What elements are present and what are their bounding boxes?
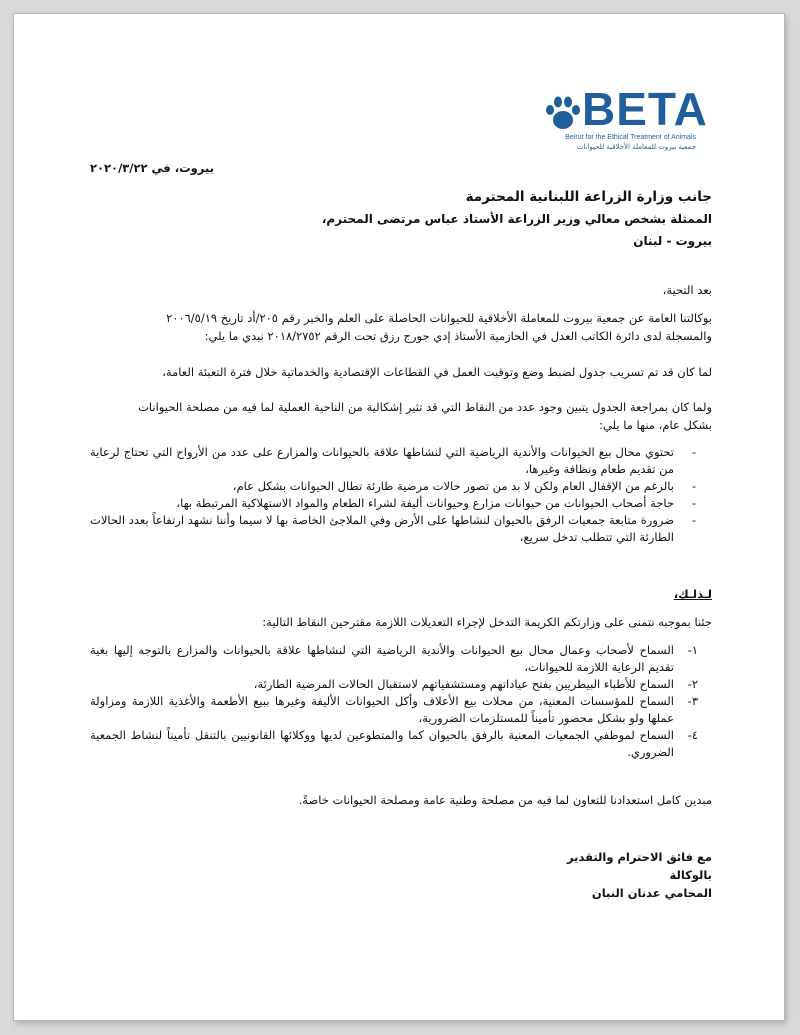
paragraph-2-line-2: بشكل عام، منها ما يلي: bbox=[599, 418, 712, 432]
list-item-number: ٢- bbox=[687, 677, 698, 691]
list-item bbox=[90, 642, 698, 676]
list-item: - ضرورة متابعة جمعيات الرفق بالحيوان لنشاطها على الأرض وفي الملاجئ الخاصة بها لا سيما وأننا نشهد ارتفاعاً بعدد الحالات الطارئة التي تتطلب تدخل سريع، bbox=[90, 512, 698, 546]
intro-line-2: والمسجلة لدى دائرة الكاتب العدل في الحازمية الأستاذ إدي جورج رزق تحت الرقم ٢٠١٨/٢٧٥٢ نبدي ما يلي: bbox=[204, 329, 712, 343]
signoff-line-2: بالوكالة bbox=[669, 868, 712, 882]
letter-body bbox=[90, 14, 712, 1020]
list-item bbox=[90, 693, 698, 727]
closing-paragraph: مبدين كامل استعدادنا للتعاون لما فيه من مصلحة وطنية عامة ومصلحة الحيوانات خاصةً. bbox=[298, 793, 712, 807]
addressee-line-3: بيروت - لبنان bbox=[633, 234, 712, 248]
list-item-number: ١- bbox=[687, 643, 698, 657]
greeting: بعد التحية، bbox=[662, 283, 712, 297]
list-item-text: السماح لموظفي الجمعيات المعنية بالرفق بالحيوان كما والمتطوعين لديها ووكلائها القانونيين بالتنقل تأميناً لنشاط الجمعية الضروري. bbox=[90, 728, 674, 759]
list-item-text: السماح لأصحاب وعمال محال بيع الحيوانات والأندية الرياضية التي لنشاطها علاقة بالحيوانات والمزارع بالتوجه إليها بغية تقديم الرعاية اللازمة للحيوانات، bbox=[90, 643, 674, 674]
signoff-line-3: المحامي عدنان النبان bbox=[591, 886, 712, 900]
letter-date: بيروت، في ٢٠٢٠/٣/٢٢ bbox=[90, 161, 214, 175]
logo-tagline-en: Beirut for the Ethical Treatment of Animals bbox=[565, 134, 696, 141]
bullet-list bbox=[90, 444, 712, 546]
signoff-line-1: مع فائق الاحترام والتقدير bbox=[566, 850, 712, 864]
addressee-line-2: الممثلة بشخص معالي وزير الزراعة الأستاذ عباس مرتضى المحترم، bbox=[321, 212, 712, 226]
list-item: - حاجة أصحاب الحيوانات من حيوانات مزارع وحيوانات أليفة لشراء الطعام والمواد الاستهلاكية المرتبطة بها، bbox=[90, 495, 698, 512]
list-item-number: ٣- bbox=[687, 694, 698, 708]
request-paragraph: جئنا بموجبه نتمنى على وزارتكم الكريمة التدخل لإجراء التعديلات اللازمة مقترحين النقاط التالية: bbox=[262, 615, 712, 629]
addressee-line-1: جانب وزارة الزراعة اللبنانية المحترمة bbox=[465, 189, 712, 205]
section-title: لـذلـك، bbox=[673, 587, 712, 601]
list-item: - تحتوي محال بيع الحيوانات والأندية الرياضية التي لنشاطها علاقة بالحيوانات والمزارع على عدد من الأرواح التي تحتاج لرعاية من تقديم طعام ونظافة وغيرها، bbox=[90, 444, 698, 478]
logo-wordmark: BETA bbox=[582, 83, 708, 135]
list-item: - بالرغم من الإقفال العام ولكن لا بد من تصور حالات مرضية طارئة تطال الحيوانات بشكل عام، bbox=[90, 478, 698, 495]
logo-tagline-ar: جمعية بيروت للمعاملة الأخلاقية للحيوانات bbox=[576, 143, 696, 151]
intro-line-1: بوكالتنا العامة عن جمعية بيروت للمعاملة الأخلاقية للحيوانات الحاصلة على العلم والخبر رقم ٢٠٥/أد تاريخ ٢٠٠٦/٥/١٩ bbox=[166, 311, 712, 325]
list-item-text: السماح للمؤسسات المعنية، من محلات بيع الأعلاف وأكل الحيوانات الأليفة وغيرها ببيع الأطعمة والأغذية اللازمة ومزاولة عملها ولو بشكل محصور تأميناً للمستلزمات الضرورية، bbox=[90, 694, 674, 725]
letter-page bbox=[14, 14, 784, 1020]
paragraph-1: لما كان قد تم تسريب جدول لضبط وضع وتوقيت العمل في القطاعات الإقتصادية والخدماتية خلال فترة التعبئة العامة، bbox=[162, 365, 712, 379]
list-item bbox=[90, 727, 698, 761]
list-item-text: السماح للأطباء البيطريين بفتح عياداتهم ومستشفياتهم لاستقبال الحالات المرضية الطارئة، bbox=[253, 677, 674, 691]
paragraph-2-line-1: ولما كان بمراجعة الجدول يتبين وجود عدد من النقاط التي قد تثير إشكالية من الناحية العملية لما فيه من مصلحة الحيوانات bbox=[138, 400, 712, 414]
list-item-number: ٤- bbox=[687, 728, 698, 742]
numbered-list bbox=[90, 642, 712, 761]
list-item bbox=[90, 676, 698, 693]
